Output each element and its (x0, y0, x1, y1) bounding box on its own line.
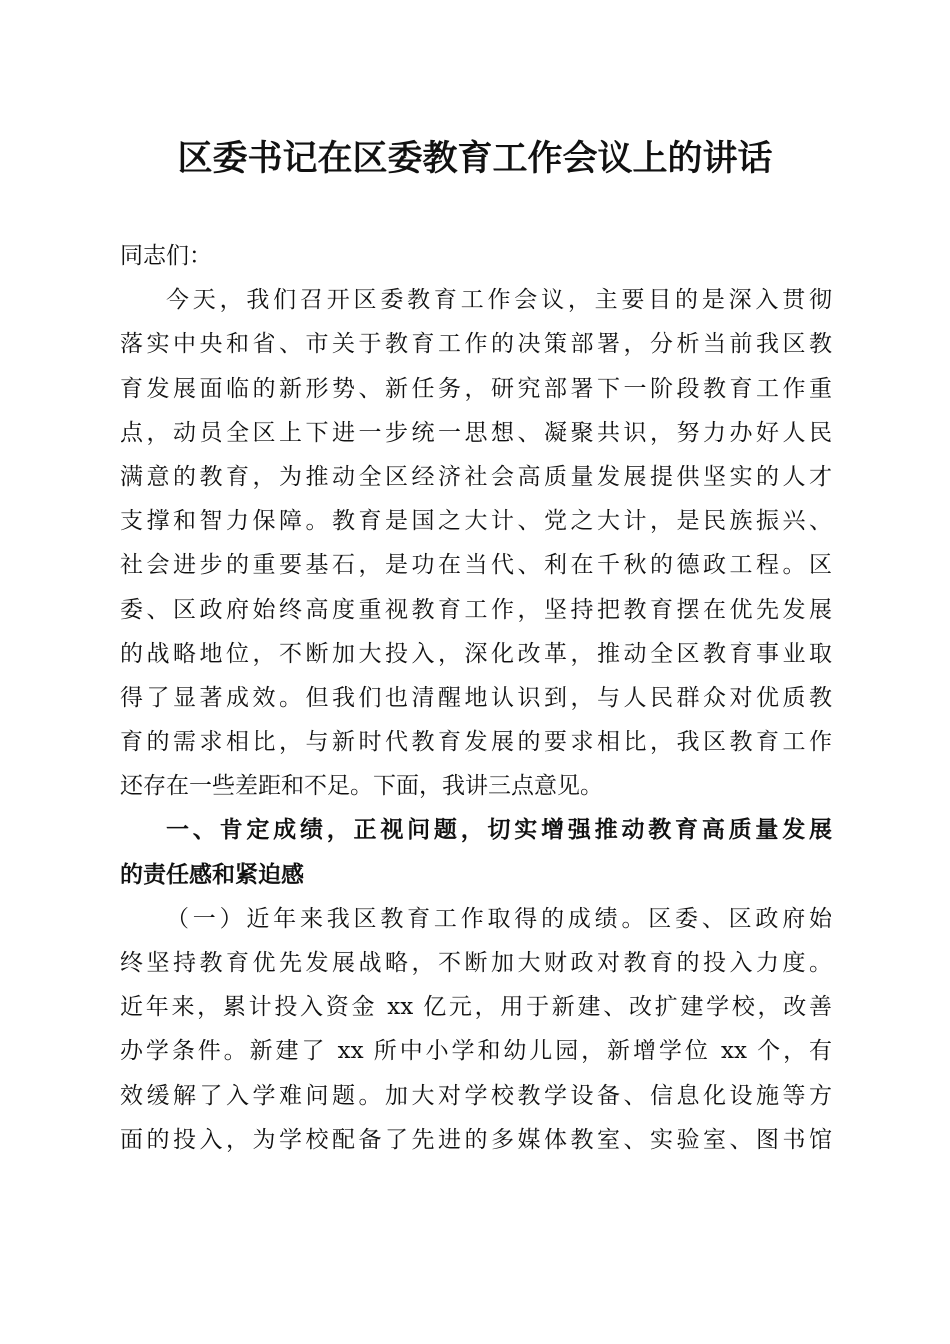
paragraph-line: 得了显著成效。但我们也清醒地认识到，与人民群众对优质教 (120, 684, 832, 711)
paragraph-line: 委、区政府始终高度重视教育工作，坚持把教育摆在优先发展 (120, 596, 832, 623)
section-heading-line: 一、肯定成绩，正视问题，切实增强推动教育高质量发展 (166, 816, 832, 844)
paragraph-line: 育发展面临的新形势、新任务，研究部署下一阶段教育工作重 (120, 375, 832, 402)
paragraph-line: （一）近年来我区教育工作取得的成绩。区委、区政府始 (166, 905, 832, 932)
section-heading-line: 的责任感和紧迫感 (120, 860, 304, 888)
paragraph-line: 的战略地位，不断加大投入，深化改革，推动全区教育事业取 (120, 640, 832, 667)
paragraph-line: 满意的教育，为推动全区经济社会高质量发展提供坚实的人才 (120, 463, 832, 490)
paragraph-line: 点，动员全区上下进一步统一思想、凝聚共识，努力办好人民 (120, 419, 832, 446)
paragraph-line: 育的需求相比，与新时代教育发展的要求相比，我区教育工作 (120, 729, 832, 756)
paragraph-line: 同志们： (120, 243, 212, 269)
paragraph-line: 支撑和智力保障。教育是国之大计、党之大计，是民族振兴、 (120, 508, 832, 535)
paragraph-line: 终坚持教育优先发展战略，不断加大财政对教育的投入力度。 (120, 950, 832, 976)
paragraph-line: 效缓解了入学难问题。加大对学校教学设备、信息化设施等方 (120, 1082, 832, 1109)
document-body (120, 234, 832, 1162)
paragraph-line: 今天，我们召开区委教育工作会议，主要目的是深入贯彻 (166, 287, 832, 314)
paragraph-line: 社会进步的重要基石，是功在当代、利在千秋的德政工程。区 (120, 552, 832, 579)
document-title: 区委书记在区委教育工作会议上的讲话 (177, 138, 773, 179)
paragraph-line: 近年来，累计投入资金 xx 亿元，用于新建、改扩建学校，改善 (120, 994, 832, 1021)
paragraph-line: 还存在一些差距和不足。下面，我讲三点意见。 (120, 773, 603, 800)
paragraph-line: 落实中央和省、市关于教育工作的决策部署，分析当前我区教 (120, 331, 832, 358)
paragraph-line: 办学条件。新建了 xx 所中小学和幼儿园，新增学位 xx 个，有 (120, 1038, 832, 1065)
paragraph-line: 面的投入，为学校配备了先进的多媒体教室、实验室、图书馆 (120, 1126, 832, 1153)
